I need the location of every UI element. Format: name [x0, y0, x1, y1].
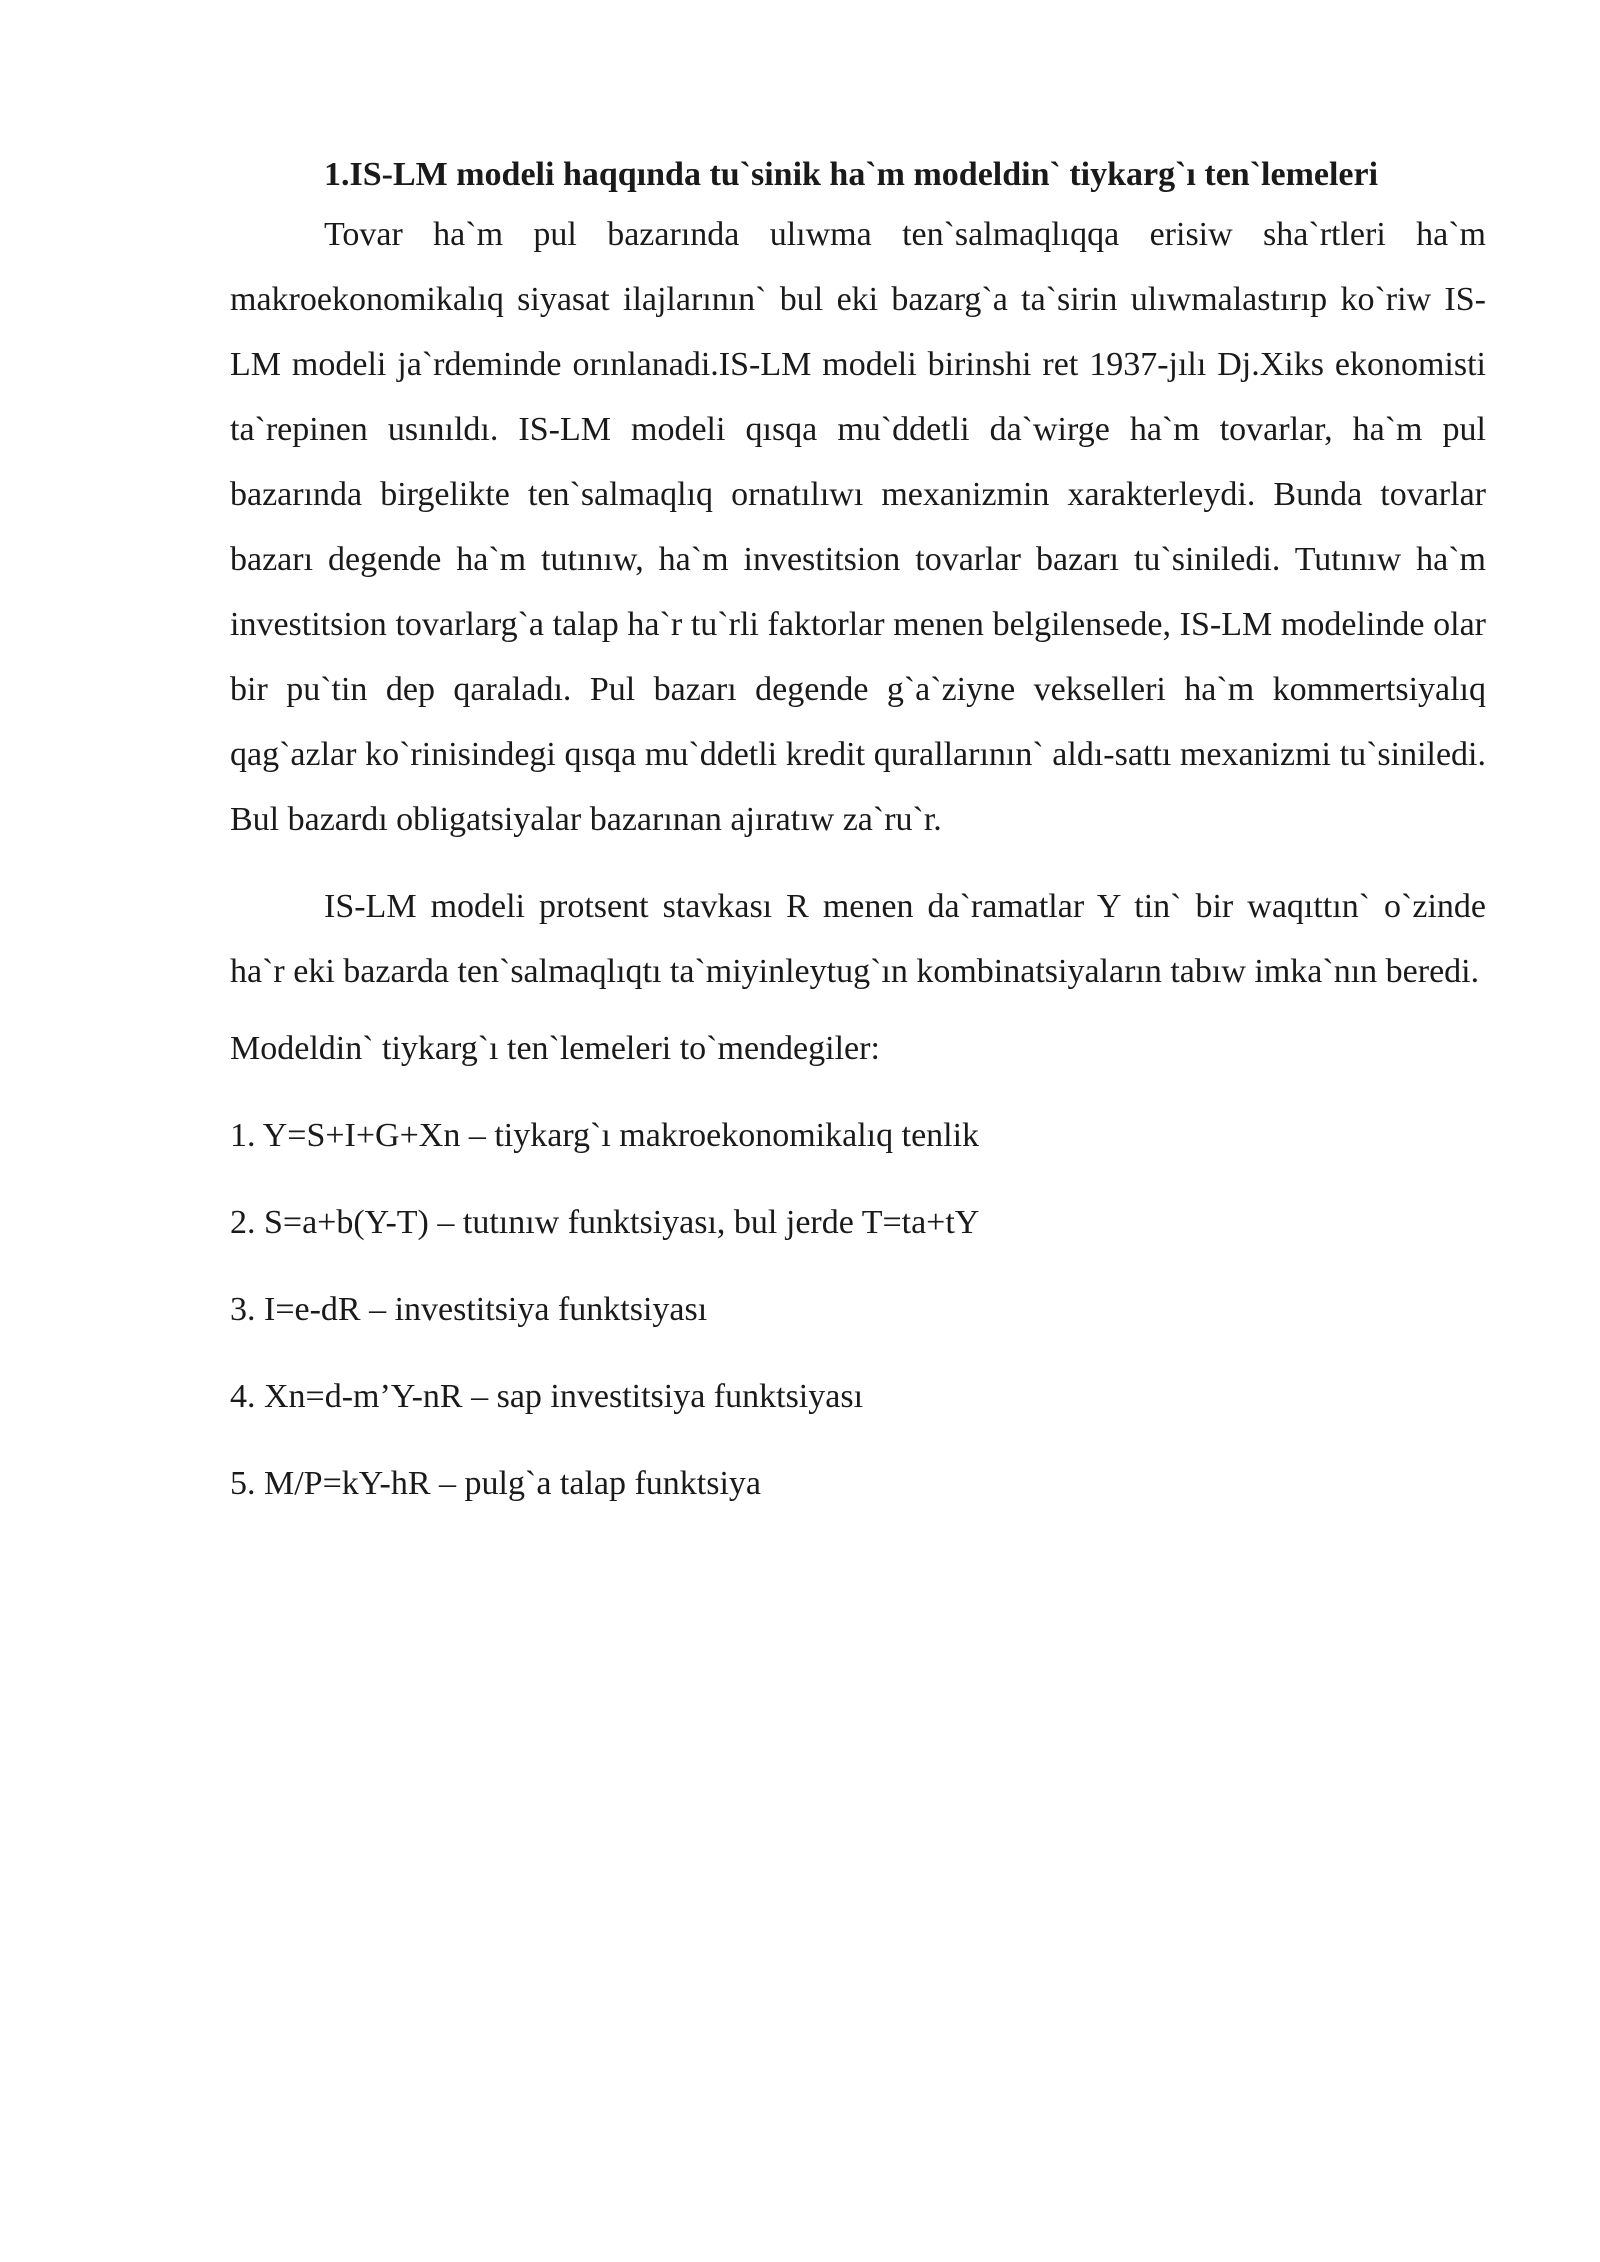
- equation-1: 1. Y=S+I+G+Xn – tiykarg`ı makroekonomikalıq tenlik: [230, 1117, 980, 1154]
- equation-5: 5. M/P=kY-hR – pulg`a talap funktsiya: [230, 1465, 762, 1502]
- equations-intro: Modeldin` tiykarg`ı ten`lemeleri to`mendegiler:: [230, 1030, 880, 1067]
- document-page: [230, 150, 1486, 1509]
- equation-4: 4. Xn=d-m’Y-nR – sap investitsiya funktsiyası: [230, 1378, 864, 1415]
- equation-3: 3. I=e-dR – investitsiya funktsiyası: [230, 1291, 708, 1328]
- paragraph-2: IS-LM modeli protsent stavkası R menen da`ramatlar Y tin` bir waqıttın` o`zinde ha`r eki bazarda ten`salmaqlıqtı ta`miyinleytug`ın kombinatsiyaların tabıw imka`nın beredi.: [230, 888, 1486, 990]
- paragraph-1: Tovar ha`m pul bazarında ulıwma ten`salmaqlıqqa erisiw sha`rtleri ha`m makroekonomikalıq siyasat ilajlarının` bul eki bazarg`a ta`sirin ulıwmalastırıp ko`riw IS-LM modeli ja`rdeminde orınlanadi.IS-LM modeli birinshi ret 1937-jılı Dj.Xiks ekonomisti ta`repinen usınıldı. IS-LM modeli qısqa mu`ddetli da`wirge ha`m tovarlar, ha`m pul bazarında birgelikte ten`salmaqlıq ornatılıwı mexanizmin xarakterleydi. Bunda tovarlar bazarı degende ha`m tutınıw, ha`m investitsion tovarlar bazarı tu`siniledi. Tutınıw ha`m investitsion tovarlarg`a talap ha`r tu`rli faktorlar menen belgilensede, IS-LM modelinde olar bir pu`tin dep qaraladı. Pul bazarı degende g`a`ziyne vekselleri ha`m kommertsiyalıq qag`azlar ko`rinisindegi qısqa mu`ddetli kredit qurallarının` aldı-sattı mexanizmi tu`siniledi. Bul bazardı obligatsiyalar bazarınan ajıratıw za`ru`r.: [230, 216, 1486, 838]
- equation-2: 2. S=a+b(Y-T) – tutınıw funktsiyası, bul jerde T=ta+tY: [230, 1204, 980, 1241]
- section-heading: 1.IS-LM modeli haqqında tu`sinik ha`m modeldin` tiykarg`ı ten`lemeleri: [324, 156, 1379, 193]
